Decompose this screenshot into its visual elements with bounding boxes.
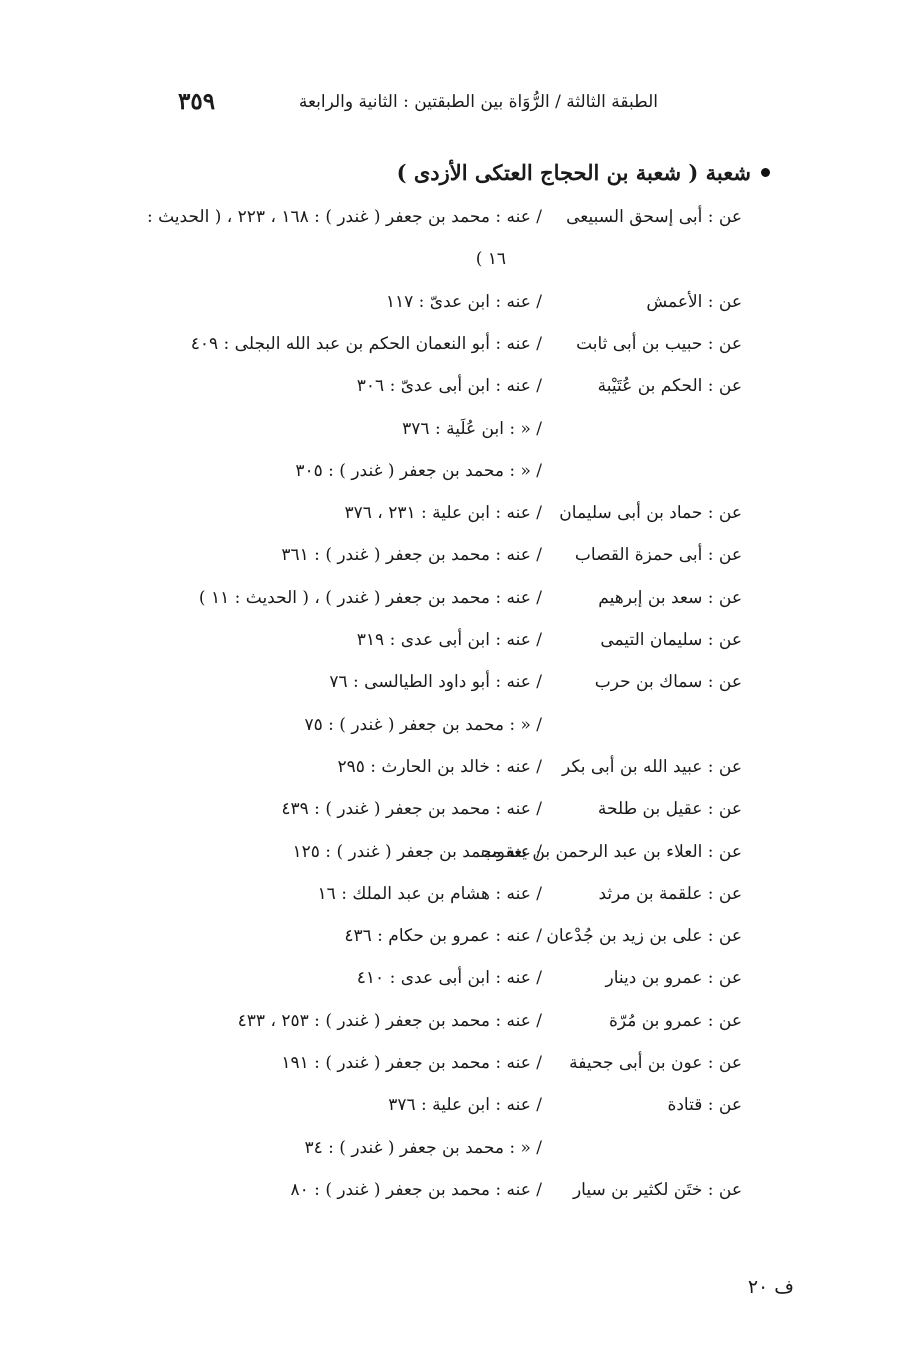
transmission-record: / عنه : أبو النعمان الحكم بن عبد الله البجلى : ٤٠٩ [190, 334, 542, 354]
transmission-record: / عنه : محمد بن جعفر ( غندر ) ، ( الحديث : ١١ ) [198, 588, 542, 608]
narrator-name: عن : عقيل بن طلحة [597, 799, 742, 819]
bullet-icon [761, 168, 770, 177]
narrator-name: عن : حماد بن أبى سليمان [559, 503, 742, 523]
narrator-name: عن : عبيد الله بن أبى بكر [561, 757, 742, 777]
transmission-record: / عنه : ابن أبى عدى : ٣١٩ [356, 630, 542, 650]
narrator-name: عن : علقمة بن مرثد [598, 884, 742, 904]
narrator-name: عن : عمرو بن مُرّة [608, 1011, 742, 1031]
narrator-name: عن : الأعمش [646, 292, 742, 312]
record-continuation: ١٦ ) [475, 249, 506, 269]
transmission-record: / عنه محمد بن جعفر ( غندر ) : ١٢٥ [292, 842, 542, 862]
narrator-name: عن : أبى حمزة القصاب [574, 545, 742, 565]
transmission-record: / عنه : محمد بن جعفر ( غندر ) : ٨٠ [290, 1180, 542, 1200]
transmission-record: / « : محمد بن جعفر ( غندر ) : ٧٥ [304, 715, 542, 735]
transmission-record: / عنه : محمد بن جعفر ( غندر ) : ٣٦١ [281, 545, 542, 565]
signature-mark: ف ٢٠ [747, 1276, 794, 1298]
transmission-record: / « : ابن عُلَية : ٣٧٦ [402, 419, 542, 439]
transmission-record: / عنه : ابن علية : ٣٧٦ [388, 1095, 542, 1115]
transmission-record: / عنه : محمد بن جعفر ( غندر ) : ٤٣٩ [281, 799, 542, 819]
transmission-record: / عنه : هشام بن عبد الملك : ١٦ [317, 884, 542, 904]
running-head: الطبقة الثالثة / الرُّوَاة بين الطبقتين : الثانية والرابعة [298, 92, 658, 112]
narrator-name: عن : عمرو بن دينار [605, 968, 742, 988]
narrator-name: عن : سليمان التيمى [600, 630, 742, 650]
narrator-name: عن : ختَن لكثير بن سيار [572, 1180, 742, 1200]
transmission-record: / عنه : محمد بن جعفر ( غندر ) : ٢٥٣ ، ٤٣٣ [237, 1011, 542, 1031]
narrator-name: عن : أبى إسحق السبيعى [566, 207, 742, 227]
transmission-record: / عنه : أبو داود الطيالسى : ٧٦ [329, 672, 542, 692]
transmission-record: / « : محمد بن جعفر ( غندر ) : ٣٠٥ [295, 461, 542, 481]
page-number: ٣٥٩ [178, 88, 216, 115]
transmission-record: / عنه : محمد بن جعفر ( غندر ) : ١٩١ [281, 1053, 542, 1073]
narrator-name: عن : قتادة [667, 1095, 742, 1115]
narrator-name: عن : عون بن أبى جحيفة [569, 1053, 742, 1073]
narrator-name: عن : سعد بن إبرهيم [598, 588, 742, 608]
narrator-name: عن : سماك بن حرب [594, 672, 742, 692]
transmission-record: / عنه : ابن أبى عدى : ٤١٠ [356, 968, 542, 988]
transmission-record: / عنه : ابن عدىّ : ١١٧ [385, 292, 542, 312]
transmission-record: / عنه : عمرو بن حكام : ٤٣٦ [344, 926, 542, 946]
narrator-name: عن : العلاء بن عبد الرحمن بن يعقوب [480, 842, 742, 862]
narrator-name: عن : حبيب بن أبى ثابت [576, 334, 742, 354]
transmission-record: / « : محمد بن جعفر ( غندر ) : ٣٤ [304, 1138, 542, 1158]
narrator-name: عن : على بن زيد بن جُدْعان [546, 926, 742, 946]
transmission-record: / عنه : محمد بن جعفر ( غندر ) : ١٦٨ ، ٢٢٣ ، ( الحديث : [146, 207, 542, 227]
transmission-record: / عنه : ابن أبى عدىّ : ٣٠٦ [356, 376, 542, 396]
section-heading-text: شعبة ( شعبة بن الحجاج العتكى الأزدى ) [396, 160, 751, 185]
transmission-record: / عنه : ابن علية : ٢٣١ ، ٣٧٦ [344, 503, 542, 523]
narrator-name: عن : الحكم بن عُتَيْبة [597, 376, 742, 396]
transmission-record: / عنه : خالد بن الحارث : ٢٩٥ [337, 757, 542, 777]
section-heading [397, 160, 770, 185]
